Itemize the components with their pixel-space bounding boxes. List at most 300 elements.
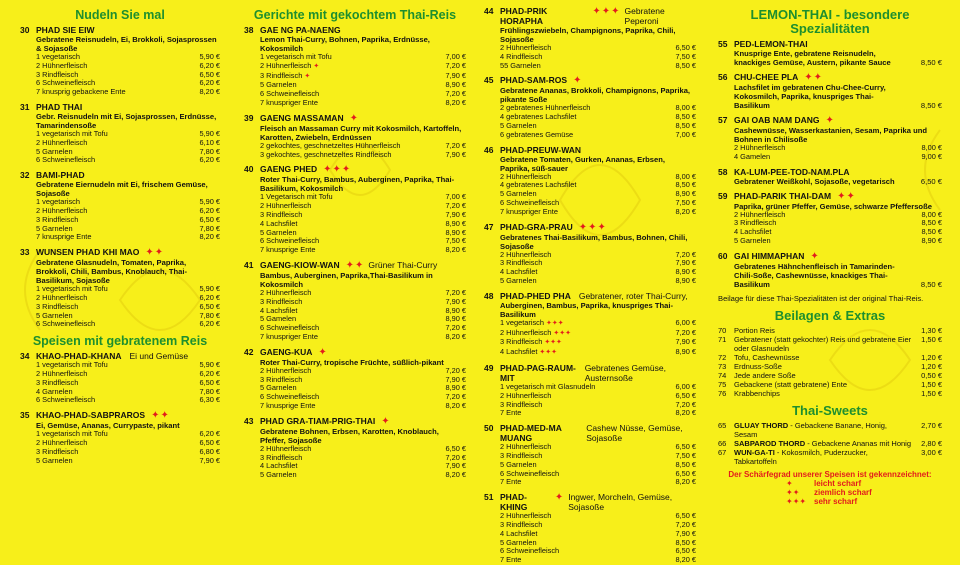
item-description bbox=[718, 262, 942, 289]
option-price: 6,20 € bbox=[199, 319, 220, 329]
item-extra: Gebratener, roter Thai-Curry, bbox=[578, 290, 688, 301]
option-price: 8,20 € bbox=[199, 232, 220, 242]
item-extra: Gebratene Peperoni bbox=[624, 6, 665, 26]
menu-column-1 bbox=[20, 6, 220, 506]
item-header bbox=[718, 167, 942, 177]
item-name: PHAD-MED-MA MUANG bbox=[500, 423, 562, 444]
item-header bbox=[20, 102, 220, 112]
option-price: 8,50 € bbox=[921, 227, 942, 237]
sweet-row bbox=[718, 421, 942, 439]
side-price: 1,20 € bbox=[921, 361, 942, 371]
option-label: 5 Garnelen bbox=[260, 227, 297, 237]
option-label: 2 Hühnerfleisch bbox=[260, 365, 312, 375]
option-label: 6 Schweinefleisch bbox=[36, 395, 96, 405]
option-label: 1 vegetarisch mit Tofu bbox=[36, 284, 108, 294]
chili-icon: ✦✦ bbox=[145, 247, 165, 259]
spice-legend-row bbox=[718, 479, 942, 488]
item-name: PHAD-GRA-PRAU bbox=[500, 221, 573, 232]
option-label: 6 Schweinefleisch bbox=[36, 155, 96, 165]
section-title-specials: LEMON-THAI - besondere Spezialitäten bbox=[750, 7, 910, 36]
item-header bbox=[20, 25, 220, 35]
side-number: 70 bbox=[718, 325, 727, 335]
item-description-text: Gebratener Weißkohl, Sojasoße, vegetarisch bbox=[734, 176, 895, 186]
option-label: 3 Rindfleisch bbox=[36, 446, 79, 456]
sweet-number: 67 bbox=[718, 447, 727, 457]
item-header bbox=[244, 416, 466, 427]
option-label: 3 Rindfleisch bbox=[260, 374, 303, 384]
menu-item bbox=[718, 191, 942, 246]
option-label: 4 Lachsfilet bbox=[260, 218, 298, 228]
thai-rice-items bbox=[244, 25, 466, 480]
sweet-price: 2,70 € bbox=[921, 420, 942, 430]
item-number: 58 bbox=[718, 166, 728, 177]
option-label: 6 Schweinefleisch bbox=[36, 319, 96, 329]
option-label: 3 Rindfleisch bbox=[260, 452, 303, 462]
option-label: 1 Vegetarisch mit Tofu bbox=[260, 192, 333, 202]
spice-level-label: leicht scharf bbox=[814, 478, 862, 488]
option-price: 7,20 € bbox=[445, 140, 466, 150]
side-row bbox=[718, 326, 942, 335]
option-price: 8,20 € bbox=[675, 408, 696, 418]
menu-item bbox=[718, 115, 942, 162]
chili-icon: ✦✦✦ bbox=[553, 329, 571, 337]
option-price: 7,20 € bbox=[675, 327, 696, 337]
option-price: 6,00 € bbox=[675, 317, 696, 327]
option-price: 7,20 € bbox=[445, 365, 466, 375]
menu-item bbox=[20, 102, 220, 165]
item-name: PHAD-PRIK HORAPHA bbox=[500, 6, 548, 26]
option-price: 7,20 € bbox=[445, 323, 466, 333]
menu-item bbox=[20, 170, 220, 242]
item-name: GAI OAB NAM DANG bbox=[734, 115, 820, 125]
option-label: 2 Hühnerfleisch bbox=[260, 201, 312, 211]
side-name: Gebackene (statt gebratene) Ente bbox=[734, 379, 847, 389]
menu-item bbox=[484, 363, 696, 418]
option-price: 6,20 € bbox=[199, 60, 220, 70]
sweet-row bbox=[718, 439, 942, 448]
option-label: 4 gebratenes Lachsfilet bbox=[500, 112, 577, 122]
option-label: 6 Schweinefleisch bbox=[36, 78, 96, 88]
option-price: 8,50 € bbox=[921, 218, 942, 228]
option-price: 6,50 € bbox=[675, 442, 696, 452]
option-label: 5 Gamelen bbox=[260, 314, 297, 324]
side-row bbox=[718, 353, 942, 362]
item-name: KHAO-PHAD-KHANA bbox=[36, 351, 122, 362]
specials-items bbox=[718, 39, 942, 289]
item-price: 8,50 € bbox=[920, 279, 942, 289]
item-description: Gebr. Reisnudeln mit Ei, Sojasprossen, Erdnüsse, Tamarindensoße bbox=[36, 111, 217, 130]
chili-icon: ✦✦ bbox=[786, 487, 800, 497]
price-row bbox=[484, 208, 696, 217]
option-label: 7 knusprig gebackene Ente bbox=[36, 87, 126, 97]
option-label: 7 knusprige Ente bbox=[36, 232, 92, 242]
item-header bbox=[484, 492, 696, 512]
side-number: 76 bbox=[718, 388, 727, 398]
price-row bbox=[20, 396, 220, 405]
option-label: 2 Hühnerfleisch bbox=[500, 511, 552, 521]
option-price: 6,20 € bbox=[199, 429, 220, 439]
option-price: 7,20 € bbox=[445, 60, 466, 70]
item-name: PHAD-PHED PHA bbox=[500, 290, 571, 301]
option-price: 7,20 € bbox=[445, 392, 466, 402]
option-label: 4 Lachsfilet ✦✦✦ bbox=[500, 347, 557, 357]
option-label: 4 Garnelen bbox=[36, 386, 73, 396]
option-label: 6 Schweinefleisch bbox=[500, 546, 560, 556]
option-label: 2 Hühnerfleisch ✦✦✦ bbox=[500, 327, 571, 337]
option-price: 8,90 € bbox=[445, 227, 466, 237]
item-number: 31 bbox=[20, 101, 30, 112]
side-price: 1,20 € bbox=[921, 352, 942, 362]
option-label: 5 Garnelen bbox=[36, 146, 73, 156]
option-price: 7,80 € bbox=[199, 146, 220, 156]
item-name: PHAD THAI bbox=[36, 101, 83, 112]
item-header bbox=[718, 72, 942, 83]
option-label: 2 Hühnerfleisch bbox=[500, 171, 552, 181]
chili-icon: ✦✦✦ bbox=[578, 221, 607, 233]
option-label: 2 gekochtes, geschnetzeltes Hühnerfleisch bbox=[260, 140, 401, 150]
option-price: 8,20 € bbox=[445, 400, 466, 410]
option-price: 8,50 € bbox=[675, 537, 696, 547]
option-label: 3 Rindfleisch bbox=[500, 258, 543, 268]
option-label: 6 Schweinefleisch bbox=[260, 323, 320, 333]
item-name: GAENG PHED bbox=[260, 164, 318, 175]
side-price: 1,30 € bbox=[921, 325, 942, 335]
item-header bbox=[484, 75, 696, 86]
item-header bbox=[244, 260, 466, 271]
item-name: KHAO-PHAD-SABPRAROS bbox=[36, 410, 146, 421]
option-price: 6,50 € bbox=[675, 511, 696, 521]
chili-icon: ✦✦ bbox=[151, 410, 170, 422]
item-description: Lemon Thai-Curry, Bohnen, Paprika, Erdnüsse, Kokosmilch bbox=[260, 35, 430, 53]
side-price: 1,50 € bbox=[921, 388, 942, 398]
item-number: 42 bbox=[244, 346, 254, 357]
option-price: 6,00 € bbox=[675, 381, 696, 391]
item-header bbox=[20, 410, 220, 421]
price-row bbox=[20, 88, 220, 97]
price-row bbox=[20, 156, 220, 165]
option-label: 4 Gamelen bbox=[734, 151, 771, 161]
sweet-number: 65 bbox=[718, 420, 727, 430]
option-label: 1 vegetarisch mit Glasnudeln bbox=[500, 381, 596, 391]
option-price: 7,90 € bbox=[445, 296, 466, 306]
option-label: 3 gekochtes, geschnetzeltes Rindfleisch bbox=[260, 149, 392, 159]
item-header bbox=[484, 145, 696, 155]
side-number: 74 bbox=[718, 370, 727, 380]
option-label: 3 Rindfleisch bbox=[36, 69, 79, 79]
item-description: Gebratene Tomaten, Gurken, Ananas, Erbsen, Paprika, süß-sauer bbox=[500, 154, 665, 173]
menu-item bbox=[718, 72, 942, 110]
section-title-thai-rice: Gerichte mit gekochtem Thai-Reis bbox=[253, 8, 457, 22]
side-row bbox=[718, 335, 942, 353]
item-description-text: Gebratenes Hähnchenfleisch in Tamarinden-Chili-Soße, Cashewnüsse, knackiges Thai-Basilikum bbox=[734, 261, 895, 289]
item-number: 60 bbox=[718, 250, 728, 261]
item-number: 50 bbox=[484, 423, 494, 434]
option-label: 4 Rindfleisch bbox=[500, 51, 543, 61]
noodle-items bbox=[20, 25, 220, 329]
menu-item bbox=[484, 291, 696, 358]
option-label: 2 Hühnerfleisch bbox=[36, 437, 88, 447]
option-price: 8,90 € bbox=[675, 189, 696, 199]
item-description bbox=[718, 83, 942, 110]
item-description: Fleisch an Massaman Curry mit Kokosmilch, Kartoffeln, Karotten, Zwiebeln, Erdnüssen bbox=[260, 123, 462, 142]
side-number: 75 bbox=[718, 379, 727, 389]
spice-level-label: sehr scharf bbox=[814, 496, 858, 506]
menu-item bbox=[484, 145, 696, 217]
option-price: 8,90 € bbox=[675, 275, 696, 285]
item-number: 57 bbox=[718, 115, 728, 125]
item-number: 41 bbox=[244, 259, 254, 270]
price-row bbox=[484, 556, 696, 565]
chili-icon: ✦ bbox=[304, 72, 311, 80]
side-number: 72 bbox=[718, 352, 727, 362]
option-price: 6,50 € bbox=[675, 546, 696, 556]
chili-icon: ✦✦✦ bbox=[544, 339, 562, 347]
menu-column-3 bbox=[484, 6, 696, 565]
menu-item bbox=[20, 351, 220, 405]
option-label: 3 Rindfleisch bbox=[36, 301, 79, 311]
option-label: 2 Hühnerfleisch bbox=[734, 209, 786, 219]
item-description: Cashewnüsse, Wasserkastanien, Sesam, Paprika und Bohnen in Chilisoße bbox=[734, 126, 928, 144]
option-price: 8,20 € bbox=[675, 477, 696, 487]
option-label: 7 Ente bbox=[500, 555, 522, 565]
side-number: 71 bbox=[718, 334, 727, 344]
item-header bbox=[20, 247, 220, 258]
option-label: 3 Rindfleisch bbox=[36, 214, 79, 224]
item-name: BAMI-PHAD bbox=[36, 170, 85, 181]
option-label: 3 Rindfleisch bbox=[500, 519, 543, 529]
section-title-fried-rice: Speisen mit gebratenem Reis bbox=[32, 334, 208, 349]
sweet-number: 66 bbox=[718, 438, 727, 448]
option-price: 7,20 € bbox=[675, 399, 696, 409]
sweet-label bbox=[734, 421, 912, 439]
option-label: 5 Garnelen bbox=[260, 383, 297, 393]
item-number: 35 bbox=[20, 410, 30, 421]
chili-icon: ✦✦ bbox=[837, 190, 856, 202]
menu-item bbox=[718, 251, 942, 289]
chili-icon: ✦ bbox=[381, 415, 391, 427]
option-label: 4 Lachsfilet bbox=[260, 305, 298, 315]
item-description: Roter Thai-Curry, tropische Früchte, süßlich-pikant bbox=[260, 357, 444, 367]
option-label: 1 vegetarisch mit Tofu bbox=[36, 429, 108, 439]
item-description: Gebratenes Thai-Basilikum, Bambus, Bohnen, Chili, Sojasoße bbox=[500, 232, 688, 251]
item-number: 40 bbox=[244, 164, 254, 175]
sweet-name: GLUAY THORD bbox=[734, 420, 789, 430]
option-price: 7,00 € bbox=[445, 192, 466, 202]
option-label: 1 vegetarisch mit Tofu bbox=[36, 128, 108, 138]
option-price: 7,50 € bbox=[675, 450, 696, 460]
item-extra: Grüner Thai-Curry bbox=[368, 259, 438, 270]
option-price: 6,20 € bbox=[199, 78, 220, 88]
chili-icon: ✦ bbox=[554, 492, 565, 504]
option-price: 7,20 € bbox=[445, 201, 466, 211]
option-price: 7,90 € bbox=[445, 209, 466, 219]
item-name: WUNSEN PHAD KHI MAO bbox=[36, 247, 140, 258]
menu-column-4 bbox=[718, 6, 942, 506]
option-price: 8,90 € bbox=[445, 218, 466, 228]
option-label: 3 Rindfleisch bbox=[260, 296, 303, 306]
sweet-description: - Gebackene Ananas mit Honig bbox=[805, 438, 912, 448]
option-price: 8,50 € bbox=[675, 180, 696, 190]
spice-legend-row bbox=[718, 497, 942, 506]
option-price: 7,00 € bbox=[675, 129, 696, 139]
sweet-label bbox=[734, 439, 912, 448]
option-label: 2 Hühnerfleisch bbox=[734, 143, 786, 152]
option-label: 2 Hühnerfleisch bbox=[36, 292, 88, 302]
item-name: PHAD-PARIK THAI-DAM bbox=[734, 190, 832, 201]
option-label: 4 Lachsfilet bbox=[500, 528, 538, 538]
option-label: 5 Garnelen bbox=[36, 310, 73, 320]
option-label: 5 Garnelen bbox=[260, 470, 297, 480]
side-name: Gebratener (statt gekochter) Reis und gebratene Eier oder Glasnudeln bbox=[734, 334, 912, 353]
side-name: Erdnuss-Soße bbox=[734, 361, 782, 371]
option-label: 5 Garnelen bbox=[36, 223, 73, 233]
option-label: 7 knuspriger Ente bbox=[260, 97, 318, 107]
option-price: 8,00 € bbox=[675, 171, 696, 181]
option-label: 2 Hühnerfleisch bbox=[36, 368, 88, 378]
option-price: 7,80 € bbox=[199, 386, 220, 396]
option-label: 2 Hühnerfleisch ✦ bbox=[260, 60, 320, 70]
chili-icon: ✦ bbox=[825, 115, 835, 126]
chili-icon: ✦ bbox=[810, 250, 820, 262]
price-row bbox=[244, 471, 466, 480]
item-header bbox=[244, 347, 466, 358]
item-description: Roter Thai-Curry, Bambus, Auberginen, Paprika, Thai-Basilikum, Kokosmilch bbox=[260, 175, 455, 194]
item-description-text: Knusprige Ente, gebratene Reisnudeln, knackiges Gemüse, Austern, pikante Sauce bbox=[734, 49, 891, 67]
item-number: 46 bbox=[484, 144, 494, 155]
option-price: 6,50 € bbox=[199, 214, 220, 224]
option-price: 5,90 € bbox=[199, 128, 220, 138]
option-price: 6,80 € bbox=[199, 446, 220, 456]
side-row bbox=[718, 371, 942, 380]
price-row bbox=[484, 409, 696, 418]
option-label: 5 Garnelen bbox=[36, 455, 73, 465]
item-number: 33 bbox=[20, 247, 30, 258]
option-price: 5,90 € bbox=[199, 197, 220, 207]
menu-item bbox=[718, 167, 942, 186]
item-name: GAENG MASSAMAN bbox=[260, 112, 344, 123]
side-price: 1,50 € bbox=[921, 334, 942, 344]
chili-icon: ✦ bbox=[349, 112, 359, 124]
item-price: 8,50 € bbox=[920, 101, 942, 110]
chili-icon: ✦✦✦ bbox=[786, 496, 807, 506]
chili-icon: ✦✦ bbox=[804, 72, 823, 83]
option-label: 2 Hühnerfleisch bbox=[500, 43, 552, 52]
option-price: 7,90 € bbox=[675, 337, 696, 347]
item-description: Ei, Gemüse, Ananas, Currypaste, pikant bbox=[36, 421, 180, 431]
option-price: 8,20 € bbox=[445, 245, 466, 255]
option-price: 8,20 € bbox=[675, 206, 696, 216]
option-label: 2 Hühnerfleisch bbox=[36, 60, 88, 70]
option-price: 7,90 € bbox=[445, 70, 466, 80]
menu-item bbox=[20, 410, 220, 465]
option-price: 8,50 € bbox=[675, 112, 696, 122]
option-price: 7,00 € bbox=[445, 52, 466, 61]
item-name: PHAD-PAG-RAUM-MIT bbox=[500, 362, 576, 383]
option-price: 6,50 € bbox=[199, 301, 220, 311]
item-name: PHAD-PREUW-WAN bbox=[500, 144, 582, 155]
item-description bbox=[718, 49, 942, 67]
option-label: 1 vegetarisch bbox=[36, 52, 80, 61]
item-header bbox=[484, 291, 696, 301]
item-price: 8,50 € bbox=[920, 58, 942, 67]
option-price: 8,50 € bbox=[675, 60, 696, 70]
spice-legend-row bbox=[718, 488, 942, 497]
item-number: 38 bbox=[244, 25, 254, 35]
menu-item bbox=[244, 25, 466, 108]
option-label: 7 knusprige Ente bbox=[260, 245, 316, 255]
item-number: 48 bbox=[484, 290, 494, 301]
item-description bbox=[718, 177, 942, 186]
item-number: 34 bbox=[20, 351, 30, 362]
chili-icon: ✦✦✦ bbox=[545, 319, 564, 327]
item-number: 49 bbox=[484, 362, 494, 373]
item-header bbox=[718, 115, 942, 126]
menu-column-2 bbox=[244, 6, 466, 506]
sweet-name: SABPAROD THORD bbox=[734, 438, 806, 448]
price-row bbox=[20, 233, 220, 242]
option-label: 6 Schweinefleisch bbox=[500, 197, 560, 207]
option-label: 7 Ente bbox=[500, 408, 522, 418]
price-row bbox=[718, 237, 942, 246]
item-header bbox=[718, 191, 942, 202]
menu-item bbox=[244, 164, 466, 255]
item-header bbox=[484, 222, 696, 233]
option-price: 7,50 € bbox=[675, 197, 696, 207]
side-price: 1,50 € bbox=[921, 379, 942, 389]
item-description: Gebratene Bohnen, Erbsen, Karotten, Knoblauch, Pfeffer, Sojasoße bbox=[260, 426, 439, 445]
option-label: 2 Hühnerfleisch bbox=[36, 137, 88, 147]
option-price: 9,00 € bbox=[921, 151, 942, 161]
side-row bbox=[718, 380, 942, 389]
side-row bbox=[718, 362, 942, 371]
option-label: 3 Rindfleisch bbox=[734, 218, 777, 228]
side-name: Jede andere Soße bbox=[734, 370, 796, 380]
option-label: 2 Hühnerfleisch bbox=[500, 390, 552, 400]
option-price: 6,50 € bbox=[199, 437, 220, 447]
option-price: 6,50 € bbox=[445, 443, 466, 453]
option-label: 3 Rindfleisch ✦ bbox=[260, 70, 311, 80]
sweet-description: - Kokosmilch, Puderzucker, Tabkartoffeln bbox=[734, 447, 868, 466]
chili-icon: ✦✦✦ bbox=[323, 164, 352, 176]
option-price: 7,20 € bbox=[445, 89, 466, 99]
item-name: CHU-CHEE PLA bbox=[734, 72, 799, 82]
side-name: Portion Reis bbox=[734, 325, 775, 335]
price-row bbox=[244, 246, 466, 255]
chili-icon: ✦ bbox=[318, 346, 328, 358]
option-label: 6 Schweinefleisch bbox=[260, 89, 320, 99]
option-price: 6,20 € bbox=[199, 292, 220, 302]
option-price: 8,00 € bbox=[675, 103, 696, 113]
menu-item bbox=[20, 247, 220, 329]
option-label: 3 Rindfleisch bbox=[260, 209, 303, 219]
price-row bbox=[20, 320, 220, 329]
option-price: 6,50 € bbox=[199, 69, 220, 79]
item-number: 47 bbox=[484, 221, 494, 232]
menu-item bbox=[718, 39, 942, 67]
option-label: 1 vegetarisch ✦✦✦ bbox=[500, 317, 564, 327]
item-description: Gebratene Glasnudeln, Tomaten, Paprika, Brokkoli, Chili, Bambus, Knoblauch, Thai-Basilikum, Sojasoße bbox=[36, 258, 188, 286]
price-row bbox=[484, 478, 696, 487]
menu-item bbox=[484, 6, 696, 70]
menu-item bbox=[244, 113, 466, 160]
menu-item bbox=[484, 423, 696, 487]
option-label: 7 Ente bbox=[500, 477, 522, 487]
specials-note: Beilage für diese Thai-Spezialitäten ist der original Thai-Reis. bbox=[718, 293, 924, 303]
option-price: 7,90 € bbox=[445, 149, 466, 159]
item-extra: Ingwer, Morcheln, Gemüse, Sojasoße bbox=[568, 492, 673, 513]
sweet-price: 3,00 € bbox=[921, 447, 942, 457]
option-price: 7,20 € bbox=[445, 452, 466, 462]
